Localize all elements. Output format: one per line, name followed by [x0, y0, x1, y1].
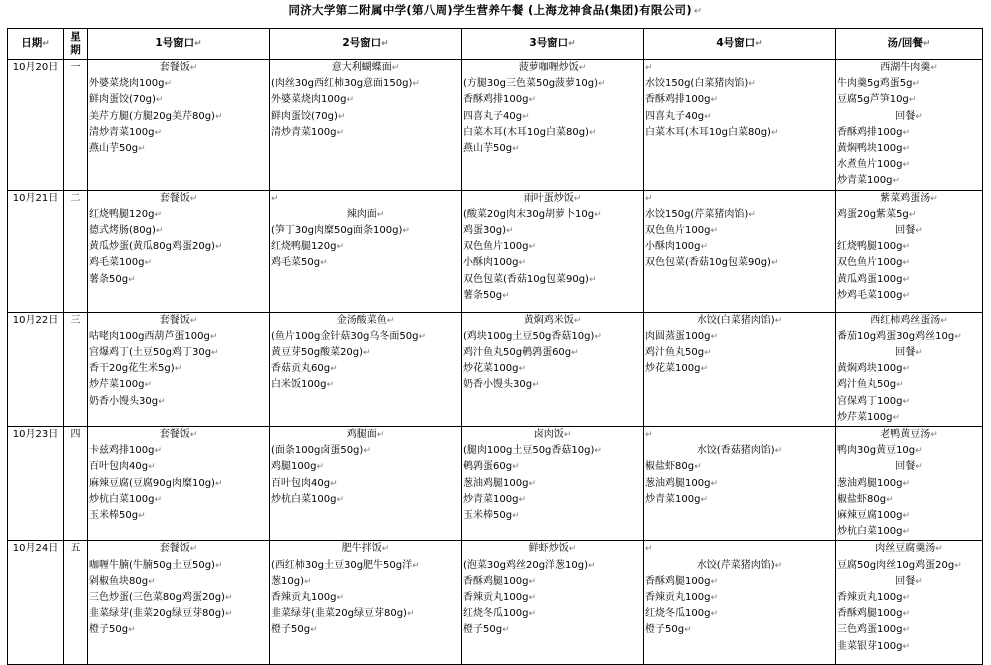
- dish-line: 鹌鹑蛋60g↵: [463, 461, 520, 473]
- soup-cell: [836, 312, 983, 426]
- dish-line: (鸡块100g土豆50g香菇10g)↵: [463, 330, 602, 342]
- dish-line: 橙子50g↵: [89, 624, 136, 636]
- date-cell: 10月23日: [8, 427, 64, 541]
- dish-line: 水饺(白菜猪肉馅)↵: [696, 314, 783, 326]
- dish-line: 鸡腿100g↵: [271, 461, 324, 473]
- dish-line: 香干20g花生米5g)↵: [89, 363, 183, 375]
- page-title: 同济大学第二附属中学(第八周)学生营养午餐 (上海龙神食品(集团)有限公司) ↵: [288, 3, 703, 17]
- date-cell: 10月22日: [8, 312, 64, 426]
- window-4-cell: [644, 60, 836, 191]
- dish-line: ↵: [271, 193, 279, 204]
- dish-line: 鸡蛋20g紫菜5g↵: [837, 208, 917, 220]
- window-4-cell: [644, 312, 836, 426]
- dish-line: 炒杭白菜100g↵: [837, 526, 910, 538]
- dish-line: 香酥鸡腿100g↵: [463, 575, 536, 587]
- dish-line: 黄豆芽50g酸菜20g)↵: [271, 347, 371, 359]
- dish-line: 清炒青菜100g↵: [271, 126, 344, 138]
- soup-cell: [836, 190, 983, 312]
- dish-line: 薯条50g↵: [463, 289, 510, 301]
- dish-line: 外婆菜烧肉100g↵: [89, 78, 172, 90]
- table-row: [8, 541, 983, 665]
- dish-line: 回餐↵: [895, 347, 923, 359]
- lunch-menu-table: [7, 28, 983, 665]
- dish-line: 炒芹菜100g↵: [89, 379, 152, 391]
- window-2-cell: [270, 190, 462, 312]
- dish-line: 香酥鸡排100g↵: [837, 126, 910, 138]
- dish-line: 麻辣豆腐100g↵: [837, 510, 910, 522]
- menu-body: [8, 60, 983, 665]
- dish-line: 燕山芋50g↵: [89, 143, 146, 155]
- dish-line: 辣肉面↵: [346, 208, 385, 220]
- dish-line: 鸡毛菜50g↵: [271, 257, 328, 269]
- dish-line: 金汤酸菜鱼↵: [336, 314, 395, 326]
- dish-line: 水饺(芹菜猪肉馅)↵: [696, 559, 783, 571]
- dish-line: 燕山芋50g↵: [463, 143, 520, 155]
- dish-line: 橙子50g↵: [645, 624, 692, 636]
- window-3-cell: [462, 541, 644, 665]
- dish-line: ↵: [645, 544, 653, 555]
- dish-line: ↵: [645, 63, 653, 73]
- dish-line: (肉丝30g西红柿30g意面150g)↵: [271, 78, 420, 90]
- dish-line: 雨叶蛋炒饭↵: [523, 192, 582, 204]
- dish-line: 咖喱牛腩(牛腩50g土豆50g)↵: [89, 559, 223, 571]
- dish-line: 鸡毛菜100g↵: [89, 257, 152, 269]
- dish-line: 德式烤肠(80g)↵: [89, 225, 164, 237]
- dish-line: (面条100g卤蛋50g)↵: [271, 445, 371, 457]
- dish-line: 四喜丸子40g↵: [463, 110, 530, 122]
- dish-line: 香酥鸡排100g↵: [463, 94, 536, 106]
- dish-line: 双色包菜(香菇10g包菜90g)↵: [463, 273, 597, 285]
- header-window-3: 3号窗口↵: [462, 29, 644, 60]
- dish-line: 黄瓜炒蛋(黄瓜80g鸡蛋20g)↵: [89, 241, 223, 253]
- dish-line: 香酥鸡腿100g↵: [645, 575, 718, 587]
- dish-line: 回餐↵: [895, 225, 923, 237]
- date-cell: 10月20日: [8, 60, 64, 191]
- dish-line: 麻辣豆腐(豆腐90g肉糜10g)↵: [89, 477, 223, 489]
- window-1-cell: [88, 312, 270, 426]
- table-row: [8, 190, 983, 312]
- dish-line: 葱油鸡腿100g↵: [837, 477, 910, 489]
- dish-line: 韭菜绿芽(韭菜20g绿豆芽80g)↵: [89, 608, 233, 620]
- dish-line: 鸡汁鱼丸50g↵: [645, 347, 712, 359]
- dish-line: 老鸭黄豆汤↵: [880, 429, 938, 441]
- dish-line: 香菇贡丸60g↵: [271, 363, 338, 375]
- header-date: 日期↵: [8, 29, 64, 60]
- dish-line: 三色炒蛋(三色菜80g鸡蛋20g)↵: [89, 592, 233, 604]
- table-row: [8, 427, 983, 541]
- weekday-cell: 一: [64, 60, 88, 191]
- dish-line: 葱10g)↵: [271, 575, 312, 587]
- dish-line: 肥牛拌饭↵: [341, 543, 390, 555]
- dish-line: 橙子50g↵: [271, 624, 318, 636]
- soup-cell: [836, 60, 983, 191]
- dish-line: 红烧鸭腿100g↵: [837, 241, 910, 253]
- dish-line: 鲜肉蛋饺(70g)↵: [271, 110, 346, 122]
- dish-line: 卡兹鸡排100g↵: [89, 445, 162, 457]
- dish-line: 玉米棒50g↵: [89, 510, 146, 522]
- dish-line: 水饺(香菇猪肉馅)↵: [696, 445, 783, 457]
- dish-line: (西红柿30g土豆30g肥牛50g洋↵: [271, 559, 420, 571]
- dish-line: 双色包菜(香菇10g包菜90g)↵: [645, 257, 779, 269]
- dish-line: 小酥肉100g↵: [463, 257, 526, 269]
- dish-line: (腿肉100g土豆50g香菇10g)↵: [463, 445, 602, 457]
- window-1-cell: [88, 427, 270, 541]
- dish-line: 清炒青菜100g↵: [89, 126, 162, 138]
- dish-line: 橙子50g↵: [463, 624, 510, 636]
- dish-line: 椒盐虾80g↵: [645, 461, 702, 473]
- dish-line: (鱼片100g金针菇30g乌冬面50g↵: [271, 330, 427, 342]
- dish-line: 鸭肉30g黄豆10g↵: [837, 445, 923, 457]
- window-3-cell: [462, 190, 644, 312]
- header-window-1: 1号窗口↵: [88, 29, 270, 60]
- dish-line: 水煮鱼片100g↵: [837, 159, 910, 171]
- dish-line: 三色鸡蛋100g↵: [837, 624, 910, 636]
- weekday-cell: 五: [64, 541, 88, 665]
- dish-line: 韭菜银芽100g↵: [837, 640, 910, 652]
- dish-line: 百叶包肉40g↵: [271, 477, 338, 489]
- dish-line: 意大利蝴蝶面↵: [331, 62, 400, 73]
- dish-line: 红烧鸭腿120g↵: [271, 241, 344, 253]
- dish-line: 红烧冬瓜100g↵: [645, 608, 718, 620]
- dish-line: 水饺150g(芹菜猪肉馅)↵: [645, 208, 756, 220]
- dish-line: 外婆菜烧肉100g↵: [271, 94, 354, 106]
- dish-line: ↵: [645, 193, 653, 204]
- dish-line: (酸菜20g肉末30g胡萝卜10g↵: [463, 208, 602, 220]
- dish-line: 西湖牛肉羹↵: [880, 62, 938, 73]
- dish-line: 香辣贡丸100g↵: [463, 592, 536, 604]
- dish-line: 双色鱼片100g↵: [837, 257, 910, 269]
- dish-line: 红烧鸭腿120g↵: [89, 208, 162, 220]
- dish-line: 紫菜鸡蛋汤↵: [880, 192, 938, 204]
- dish-line: 套餐饭↵: [159, 543, 198, 555]
- dish-line: 肉丝豆腐羹汤↵: [875, 543, 943, 555]
- header-soup: 汤/回餐↵: [836, 29, 983, 60]
- dish-line: (泡菜30g鸡丝20g洋葱10g)↵: [463, 559, 596, 571]
- dish-line: 鸡汁鱼丸50g鹌鹑蛋60g↵: [463, 347, 579, 359]
- window-3-cell: [462, 60, 644, 191]
- window-4-cell: [644, 427, 836, 541]
- dish-line: 香辣贡丸100g↵: [271, 592, 344, 604]
- weekday-cell: 三: [64, 312, 88, 426]
- header-window-2: 2号窗口↵: [270, 29, 462, 60]
- dish-line: 豆腐50g肉丝10g鸡蛋20g↵: [837, 559, 962, 571]
- dish-line: 套餐饭↵: [159, 429, 198, 441]
- weekday-cell: 四: [64, 427, 88, 541]
- dish-line: 薯条50g↵: [89, 273, 136, 285]
- dish-line: 白菜木耳(木耳10g白菜80g)↵: [645, 126, 779, 138]
- dish-line: 香辣贡丸100g↵: [837, 592, 910, 604]
- dish-line: 百叶包肉40g↵: [89, 461, 156, 473]
- dish-line: 鸡腿面↵: [346, 429, 385, 441]
- soup-cell: [836, 427, 983, 541]
- dish-line: 回餐↵: [895, 461, 923, 473]
- dish-line: 香酥鸡排100g↵: [645, 94, 718, 106]
- weekday-cell: 二: [64, 190, 88, 312]
- dish-line: 葱油鸡腿100g↵: [645, 477, 718, 489]
- window-4-cell: [644, 541, 836, 665]
- dish-line: 宫保鸡丁100g↵: [837, 395, 910, 407]
- dish-line: 韭菜绿芽(韭菜20g绿豆芽80g)↵: [271, 608, 415, 620]
- dish-line: 鸡蛋30g)↵: [463, 225, 514, 237]
- date-cell: 10月21日: [8, 190, 64, 312]
- dish-line: 咕咾肉100g西葫芦蛋100g↵: [89, 330, 218, 342]
- dish-line: 奶香小馒头30g↵: [463, 379, 540, 391]
- dish-line: 炒青菜100g↵: [463, 493, 526, 505]
- header-row: [8, 29, 983, 60]
- dish-line: 黄焖鸡米饭↵: [523, 314, 582, 326]
- dish-line: 黄焖鸡块100g↵: [837, 363, 910, 375]
- window-3-cell: [462, 427, 644, 541]
- window-2-cell: [270, 60, 462, 191]
- dish-line: 炒芹菜100g↵: [837, 411, 900, 423]
- dish-line: 黄焖鸭块100g↵: [837, 143, 910, 155]
- dish-line: 豆腐5g芦笋10g↵: [837, 94, 917, 106]
- dish-line: 鸡汁鱼丸50g↵: [837, 379, 904, 391]
- dish-line: 肉圆蒸蛋100g↵: [645, 330, 718, 342]
- dish-line: 剁椒鱼块80g↵: [89, 575, 156, 587]
- window-4-cell: [644, 190, 836, 312]
- dish-line: 套餐饭↵: [159, 62, 198, 73]
- dish-line: 香辣贡丸100g↵: [645, 592, 718, 604]
- window-3-cell: [462, 312, 644, 426]
- dish-line: 奶香小馒头30g↵: [89, 395, 166, 407]
- table-row: [8, 60, 983, 191]
- dish-line: 炒青菜100g↵: [837, 175, 900, 187]
- dish-line: 黄瓜鸡蛋100g↵: [837, 273, 910, 285]
- dish-line: 小酥肉100g↵: [645, 241, 708, 253]
- dish-line: 白菜木耳(木耳10g白菜80g)↵: [463, 126, 597, 138]
- dish-line: 西红柿鸡丝蛋汤↵: [870, 314, 948, 326]
- dish-line: 香酥鸡腿100g↵: [837, 608, 910, 620]
- dish-line: 回餐↵: [895, 575, 923, 587]
- window-1-cell: [88, 60, 270, 191]
- dish-line: 椒盐虾80g↵: [837, 493, 894, 505]
- dish-line: 卤肉饭↵: [533, 429, 572, 441]
- dish-line: 菠萝咖喱炒饭↵: [518, 62, 587, 73]
- dish-line: 炒鸡毛菜100g↵: [837, 289, 910, 301]
- date-cell: 10月24日: [8, 541, 64, 665]
- dish-line: 鲜虾炒饭↵: [528, 543, 577, 555]
- dish-line: 套餐饭↵: [159, 192, 198, 204]
- dish-line: 美芹方腿(方腿20g美芹80g)↵: [89, 110, 223, 122]
- dish-line: (方腿30g三色菜50g菠萝10g)↵: [463, 78, 606, 90]
- dish-line: 炒青菜100g↵: [645, 493, 708, 505]
- window-2-cell: [270, 541, 462, 665]
- dish-line: 炒杭白菜100g↵: [89, 493, 162, 505]
- dish-line: ↵: [645, 430, 653, 441]
- dish-line: 炒花菜100g↵: [645, 363, 708, 375]
- dish-line: 番茄10g鸡蛋30g鸡丝10g↵: [837, 330, 962, 342]
- window-1-cell: [88, 541, 270, 665]
- header-window-4: 4号窗口↵: [644, 29, 836, 60]
- header-weekday: 星期: [64, 29, 88, 60]
- window-2-cell: [270, 427, 462, 541]
- dish-line: 双色鱼片100g↵: [645, 225, 718, 237]
- table-row: [8, 312, 983, 426]
- dish-line: 红烧冬瓜100g↵: [463, 608, 536, 620]
- dish-line: 牛肉羹5g鸡蛋5g↵: [837, 78, 920, 90]
- window-2-cell: [270, 312, 462, 426]
- dish-line: 炒杭白菜100g↵: [271, 493, 344, 505]
- dish-line: 宫爆鸡丁(土豆50g鸡丁30g↵: [89, 347, 219, 359]
- dish-line: 葱油鸡腿100g↵: [463, 477, 536, 489]
- dish-line: 鲜肉蛋饺(70g)↵: [89, 94, 164, 106]
- dish-line: 四喜丸子40g↵: [645, 110, 712, 122]
- soup-cell: [836, 541, 983, 665]
- dish-line: 套餐饭↵: [159, 314, 198, 326]
- dish-line: 回餐↵: [895, 110, 923, 122]
- dish-line: 水饺150g(白菜猪肉馅)↵: [645, 78, 756, 90]
- dish-line: 双色鱼片100g↵: [463, 241, 536, 253]
- dish-line: 炒花菜100g↵: [463, 363, 526, 375]
- dish-line: (笋丁30g肉糜50g面条100g)↵: [271, 225, 410, 237]
- dish-line: 玉米棒50g↵: [463, 510, 520, 522]
- window-1-cell: [88, 190, 270, 312]
- dish-line: 白米饭100g↵: [271, 379, 334, 391]
